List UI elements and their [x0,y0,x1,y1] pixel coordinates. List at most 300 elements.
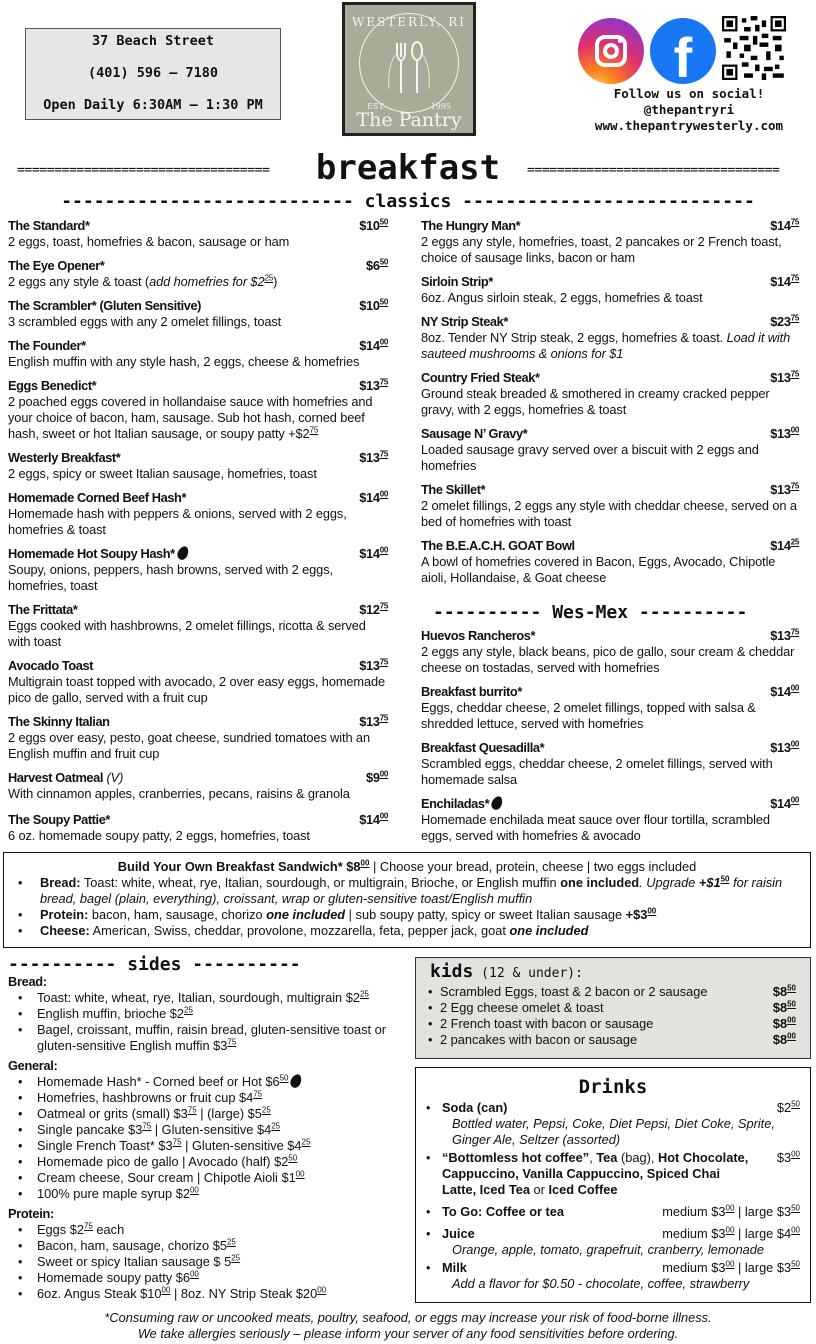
side-item-text-2: each [92,1222,125,1237]
item-name: The B.E.A.C.H. GOAT Bowl [421,538,575,553]
item-price-dollars: $23 [770,314,791,329]
classics-label: classics [364,191,452,212]
divider-right: ================================== [527,163,780,178]
item-name: Eggs Benedict* [8,378,97,393]
item-price-dollars: $13 [359,714,380,729]
coffee-separator: , [589,1150,597,1165]
item-desc-text: 2 eggs over easy, pesto, goat cheese, sundried tomatoes with an English muffin and fruit cup [8,730,370,761]
item-desc-text: Ground steak breaded & smothered in creamy cracked pepper gravy, with 2 eggs, homefries & toast [421,386,770,417]
menu-item [8,658,388,706]
side-item-cents: 75 [142,1121,152,1131]
item-price-dollars: $14 [770,796,791,811]
logo [342,2,476,136]
item-name: The Skinny Italian [8,714,110,729]
item-desc-note-cents: 25 [264,273,274,283]
item-desc-note: add homefries for $2 [149,274,265,289]
item-price [359,546,388,562]
sides-label: sides [127,954,182,975]
item-name: Country Fried Steak* [421,370,540,385]
sandwich-cents: 00 [360,858,370,868]
bread-upgrade-cents: 50 [720,874,730,884]
kids-item-cents: 00 [787,1031,796,1041]
juice-large-price: | large $4 [734,1226,792,1241]
logo-town: WESTERLY, RI [351,15,467,29]
item-desc-text: Loaded sausage gravy served over a biscuit with 2 eggs and homefries [421,442,759,473]
item-desc-text: 2 eggs any style & toast ( [8,274,150,289]
bread-included: one included [560,875,640,890]
item-description [421,386,799,418]
social-info [576,86,802,134]
address: 37 Beach Street [92,33,214,49]
menu-item [8,602,388,650]
item-name: Sirloin Strip* [421,274,493,289]
side-item [16,1254,408,1270]
section-title-sides: ---------- sides ---------- [8,954,301,975]
item-name: The Skillet* [421,482,486,497]
item-price [770,370,799,386]
side-item-price-2: $4 [287,1138,302,1153]
menu-item [421,628,799,676]
sandwich-cheese-option [18,923,810,939]
kids-menu-box [415,957,811,1059]
item-description [8,314,388,330]
menu-item [8,490,388,538]
menu-item [8,218,388,250]
item-price-cents: 00 [790,739,799,749]
sides-bread-label: Bread: [8,974,47,989]
side-item-text-2: | 8oz. NY Strip Steak [170,1286,296,1301]
side-item-text: Bacon, ham, sausage, chorizo [37,1238,213,1253]
bread-upgrade-price: +$1 [698,875,721,890]
protein-upgrade-price: +$3 [625,907,648,922]
item-price-dollars: $13 [770,740,791,755]
item-description [8,234,388,250]
coffee-price: $3 [776,1150,792,1165]
item-description [421,554,799,586]
logo-est: EST. [367,102,386,111]
kids-item-dollars: $8 [772,1032,788,1047]
menu-item [421,740,799,788]
item-price [770,426,799,442]
item-name: Avocado Toast [8,658,94,673]
item-price [770,274,799,290]
item-description [421,330,799,362]
item-desc-text: 2 eggs, toast, homefries & bacon, sausage or ham [8,234,290,249]
kids-item [428,1032,810,1048]
item-price-dollars: $14 [770,538,791,553]
menu-item [421,218,799,266]
bread-text: Toast: white, wheat, rye, Italian, sourdough, or multigrain, Brioche, or English muffin [80,875,561,890]
sandwich-tagline: | Choose your bread, protein, cheese | two eggs included [369,859,697,874]
item-price [366,258,388,274]
menu-item [421,426,799,474]
item-price [359,450,388,466]
item-price-cents: 25 [790,537,799,547]
chili-pepper-icon [490,795,505,812]
menu-item [8,338,388,370]
item-description [8,730,388,762]
sandwich-price: $8 [346,859,361,874]
drinks-title: Drinks [578,1076,648,1098]
item-name: Harvest Oatmeal [8,770,104,785]
item-description [8,506,388,538]
juice-large-cents: 00 [791,1225,800,1235]
kids-item-price [773,1000,796,1016]
item-price-dollars: $9 [366,770,380,785]
item-price [770,684,799,700]
item-price-cents: 75 [379,713,388,723]
item-price-cents: 75 [379,601,388,611]
chili-pepper-icon [175,545,190,562]
side-item-cents: 75 [187,1105,197,1115]
kids-label: kids [430,961,474,982]
menu-item [8,770,388,802]
item-price-dollars: $13 [770,628,791,643]
juice-name: Juice [442,1226,475,1241]
kids-item-dollars: $8 [772,1000,788,1015]
section-title-wesmex: ---------- Wes-Mex ---------- [433,602,748,623]
kids-item-text: Scrambled Eggs, toast & 2 bacon or 2 sausage [440,984,708,999]
item-name: The Founder* [8,338,86,353]
item-price-cents: 75 [379,449,388,459]
kids-title [430,961,810,982]
allergy-footer [0,1310,816,1342]
follow-text: Follow us on social! [613,86,765,101]
side-item-cents-2: 00 [317,1285,327,1295]
social-block [576,14,802,144]
side-item-text: English muffin, brioche [37,1006,170,1021]
side-item [16,1170,408,1186]
sandwich-title: Build Your Own Breakfast Sandwich* [117,859,343,874]
hours: Open Daily 6:30AM – 1:30 PM [43,97,263,113]
kids-item-cents: 50 [787,999,796,1009]
kids-item-cents: 50 [787,983,796,993]
side-item-text: Sweet or spicy Italian sausage [37,1254,214,1269]
menu-item [421,274,799,306]
item-price [359,298,388,314]
item-price-cents: 00 [379,489,388,499]
item-name: The Frittata* [8,602,78,617]
side-item [16,1238,408,1254]
milk-medium-cents: 00 [725,1259,735,1269]
side-item-price: $4 [239,1090,254,1105]
side-item-cents: 25 [226,1237,236,1247]
item-price-cents: 00 [379,769,388,779]
side-item-price: $2 [69,1222,84,1237]
bread-label: Bread: [40,875,81,890]
item-price-cents: 50 [379,217,388,227]
menu-item [8,378,388,442]
item-price-cents: 75 [790,369,799,379]
side-item-cents: 50 [288,1153,298,1163]
side-item-cents: 00 [295,1169,305,1179]
soda-cents: 50 [791,1099,800,1109]
item-price-dollars: $14 [359,546,380,561]
bread-upgrade-text: for raisin bread, bagel (plain, everything), croissant, wrap or gluten-sensitive toast/English muffin [40,875,783,906]
side-item-cents: 75 [253,1089,263,1099]
soda-price: $2 [776,1100,792,1115]
item-price [359,658,388,674]
item-price-dollars: $13 [359,658,380,673]
side-item [16,1138,408,1154]
chili-pepper-icon [289,1073,304,1090]
coffee-cents: 00 [791,1149,800,1159]
item-desc-text: 3 scrambled eggs with any 2 omelet fillings, toast [8,314,282,329]
item-price-dollars: $13 [770,482,791,497]
togo-name: To Go: Coffee or tea [442,1204,565,1219]
item-price-dollars: $14 [359,490,380,505]
item-desc-text: English muffin with any style hash, 2 eggs, cheese & homefries [8,354,360,369]
item-price-cents: 75 [790,481,799,491]
soda-name: Soda (can) [442,1100,508,1115]
kids-item-price [773,1032,796,1048]
sandwich-bread-option [18,875,810,907]
kids-item-dollars: $8 [772,1016,788,1031]
item-name: Homemade Hot Soupy Hash* [8,546,175,561]
side-item [16,1074,408,1090]
item-name: The Soupy Pattie* [8,812,110,827]
side-item-price-2: $5 [247,1106,262,1121]
side-item [16,1186,408,1202]
item-price [770,628,799,644]
item-name: Sausage N’ Gravy* [421,426,528,441]
drinks-box [415,1067,811,1303]
item-price-dollars: $14 [770,274,791,289]
milk-large-price: | large $3 [734,1260,792,1275]
item-price-cents: 00 [379,545,388,555]
side-item [16,1106,408,1122]
kids-item [428,984,810,1000]
item-price-dollars: $13 [770,370,791,385]
menu-item [421,796,799,844]
togo-large-cents: 50 [791,1203,800,1213]
side-item-text: 100% pure maple syrup [37,1186,176,1201]
side-item-cents-2: 25 [301,1137,311,1147]
item-price-cents: 00 [790,683,799,693]
item-price-cents: 50 [379,257,388,267]
item-price [359,812,388,828]
side-item-price: $2 [169,1006,185,1021]
togo-medium-cents: 00 [725,1203,735,1213]
item-name: Enchiladas* [421,796,490,811]
sides-bread [8,974,408,1054]
item-price [366,770,388,786]
item-price-dollars: $14 [770,684,791,699]
side-item-price: $2 [175,1186,190,1201]
side-item-price: $3 [128,1122,143,1137]
item-description [421,700,799,732]
protein-sub-text: | sub soupy patty, spicy or sweet Italian sausage [345,907,626,922]
item-price-cents: 75 [379,657,388,667]
facebook-icon[interactable]: f [650,18,716,84]
item-price-cents: 50 [379,297,388,307]
build-sandwich-box [3,852,811,948]
cheese-label: Cheese: [40,923,90,938]
item-price [359,602,388,618]
side-item [16,1270,408,1286]
protein-text: bacon, ham, sausage, chorizo [88,907,267,922]
item-price-cents: 75 [790,217,799,227]
logo-year: 1995 [430,102,451,111]
item-desc-cents: 75 [309,425,319,435]
side-item-price-2: $4 [256,1122,272,1137]
item-desc-text: 6oz. Angus sirloin steak, 2 eggs, homefries & toast [421,290,703,305]
milk-desc: Add a flavor for $0.50 - chocolate, coffee, strawberry [452,1276,750,1291]
bread-upgrade-label: . Upgrade [639,875,699,890]
side-item [16,1154,408,1170]
menu-item [421,314,799,362]
juice-medium-price: medium $3 [662,1226,726,1241]
item-price [359,378,388,394]
item-desc-text: A bowl of homefries covered in Bacon, Eggs, Avocado, Chipotle aioli, Hollandaise, & Goat cheese [421,554,776,585]
juice-desc: Orange, apple, tomato, grapefruit, cranberry, lemonade [452,1242,765,1257]
kids-item-text: 2 Egg cheese omelet & toast [440,1000,604,1015]
togo-medium-price: medium $3 [662,1204,726,1219]
side-item-price: $2 [274,1154,289,1169]
side-item-text: 6oz. Angus Steak [37,1286,141,1301]
item-desc-end: ) [273,274,278,289]
menu-item [8,298,388,330]
menu-item [421,684,799,732]
item-price [770,538,799,554]
item-description [421,756,799,788]
item-name: The Hungry Man* [421,218,521,233]
footer-line-1: *Consuming raw or uncooked meats, poultry, seafood, or eggs may increase your risk of food-borne illness. [104,1310,712,1325]
side-item-cents: 00 [189,1185,199,1195]
item-desc-text: Soupy, onions, peppers, hash browns, served with 2 eggs, homefries, toast [8,562,333,593]
drink-juice: • Juice medium $\$3^{00}$ | large $\$4^{00}$ Orange, apple, tomato, grapefruit, cranberry, lemonade [426,1225,800,1257]
cheese-included: one included [509,923,589,938]
item-price [770,482,799,498]
item-price-cents: 75 [790,627,799,637]
item-desc-text: Eggs cooked with hashbrowns, 2 omelet fillings, ricotta & served with toast [8,618,366,649]
item-name: The Eye Opener* [8,258,105,273]
side-item-text: Bagel, croissant, muffin, raisin bread, gluten-sensitive toast or gluten-sensitive English muffin [37,1022,387,1053]
item-price [770,740,799,756]
kids-age: (12 & under): [473,966,583,981]
footer-line-2: We take allergies seriously – please inform your server of any food sensitivities before ordering. [137,1326,679,1341]
kids-item [428,1000,810,1016]
item-desc-text: Homemade enchilada meat sauce over flour tortilla, scrambled eggs, served with homefries & avocado [421,812,770,843]
item-price-cents: 00 [790,795,799,805]
sides-general [8,1058,408,1202]
item-price-dollars: $14 [770,218,791,233]
side-item-cents-2: 25 [271,1121,281,1131]
side-item-price-2: $20 [295,1286,318,1301]
soda-desc: Bottled water, Pepsi, Coke, Diet Pepsi, Diet Coke, Sprite, Ginger Ale, Seltzer (assorted) [452,1116,775,1147]
section-title-breakfast: breakfast [315,148,501,188]
sides-general-label: General: [8,1058,58,1073]
item-desc-text: With cinnamon apples, cranberries, pecans, raisins & granola [8,786,350,801]
item-price [359,218,388,234]
side-item-text: Homemade Hash* - Corned beef or Hot [37,1074,266,1089]
item-description [8,828,388,844]
item-desc-text: 2 eggs any style, black beans, pico de gallo, sour cream & cheddar cheese on tostadas, served with homefries [421,644,795,675]
qr-code-icon[interactable] [722,16,786,80]
item-price-dollars: $13 [359,450,380,465]
side-item-cents: 25 [184,1005,193,1015]
item-desc-note: Load it with sauteed mushrooms & onions for $1 [421,330,791,361]
cheese-text: American, Swiss, cheddar, provolone, mozzarella, feta, pepper jack, goat [89,923,510,938]
side-item-text: Oatmeal or grits (small) [37,1106,174,1121]
sandwich-protein-option [18,907,810,923]
item-description [421,442,799,474]
side-item-price: $ 5 [213,1254,232,1269]
item-description [421,290,799,306]
sandwich-header [4,859,810,875]
item-desc-text: 2 eggs any style, homefries, toast, 2 pancakes or 2 French toast, choice of sausage links, bacon or ham [421,234,782,265]
website-link[interactable]: www.thepantrywesterly.com [594,118,784,133]
item-price [770,218,799,234]
side-item-cents: 25 [231,1253,241,1263]
side-item-cents: 00 [189,1269,199,1279]
item-desc-text: Eggs, cheddar cheese, 2 omelet fillings, topped with salsa & shredded lettuce, served with homefries [421,700,756,731]
side-item-price: $5 [212,1238,227,1253]
side-item [16,1022,408,1054]
side-item-price: $3 [173,1106,188,1121]
wesmex-label: Wes-Mex [552,602,629,623]
item-description [8,274,388,290]
item-description [8,618,388,650]
sides-protein-label: Protein: [8,1206,54,1221]
item-price [770,796,799,812]
logo-name: The Pantry [356,109,462,131]
side-item [16,1006,408,1022]
item-description [421,234,799,266]
kids-item-text: 2 pancakes with bacon or sausage [440,1032,638,1047]
menu-item [8,258,388,290]
item-name: The Scrambler* (Gluten Sensitive) [8,298,202,313]
side-item-price: $2 [345,990,360,1005]
menu-item [421,482,799,530]
item-price [359,338,388,354]
side-item [16,990,408,1006]
social-handle: @thepantryri [643,102,735,117]
menu-item [8,812,388,844]
side-item-text: Toast: white, wheat, rye, Italian, sourdough, multigrain [37,990,346,1005]
item-desc-text: Homemade hash with peppers & onions, served with 2 eggs, homefries & toast [8,506,347,537]
contact-box [25,28,281,120]
protein-label: Protein: [40,907,89,922]
section-title-classics: --------------------------- classics --------------------------- [61,191,755,212]
drink-soda: • Soda (can) $\$2^{50}$ Bottled water, Pepsi, Coke, Diet Pepsi, Diet Coke, Sprite, Ginger Ale, Seltzer (assorted) [426,1099,800,1147]
drink-togo: • To Go: Coffee or tea medium $\$3^{00}$ | large $\$3^{50}$ [426,1203,800,1219]
milk-name: Milk [442,1260,467,1275]
phone: (401) 596 – 7180 [87,65,219,81]
side-item-text: Homefries, hashbrowns or fruit cup [37,1090,239,1105]
item-price-dollars: $13 [770,426,791,441]
menu-item [421,370,799,418]
item-desc-text: 6 oz. homemade soupy patty, 2 eggs, homefries, toast [8,828,310,843]
side-item-text: Homemade pico de gallo | Avocado (half) [37,1154,275,1169]
item-price-dollars: $10 [359,218,380,233]
item-name: The Standard* [8,218,90,233]
menu-item [421,538,799,586]
drink-coffee: • “Bottomless hot coffee”, Tea (bag), Hot Chocolate, Cappuccino, Vanilla Cappuccino, Spiced Chai Latte, Iced Tea or Iced Coffee $\$3^{00}$ [426,1149,800,1197]
coffee-or: or [533,1182,545,1197]
item-desc-text: 2 eggs, spicy or sweet Italian sausage, homefries, toast [8,466,317,481]
side-item [16,1090,408,1106]
instagram-icon[interactable] [578,18,644,84]
side-item-text-2: | (large) [196,1106,248,1121]
fork-spoon-icon [387,39,431,95]
side-item-cents: 75 [83,1221,93,1231]
side-item-price: $3 [158,1138,173,1153]
item-price-dollars: $12 [359,602,380,617]
item-name: Westerly Breakfast* [8,450,121,465]
protein-upgrade-cents: 00 [647,906,657,916]
item-description [8,786,388,802]
